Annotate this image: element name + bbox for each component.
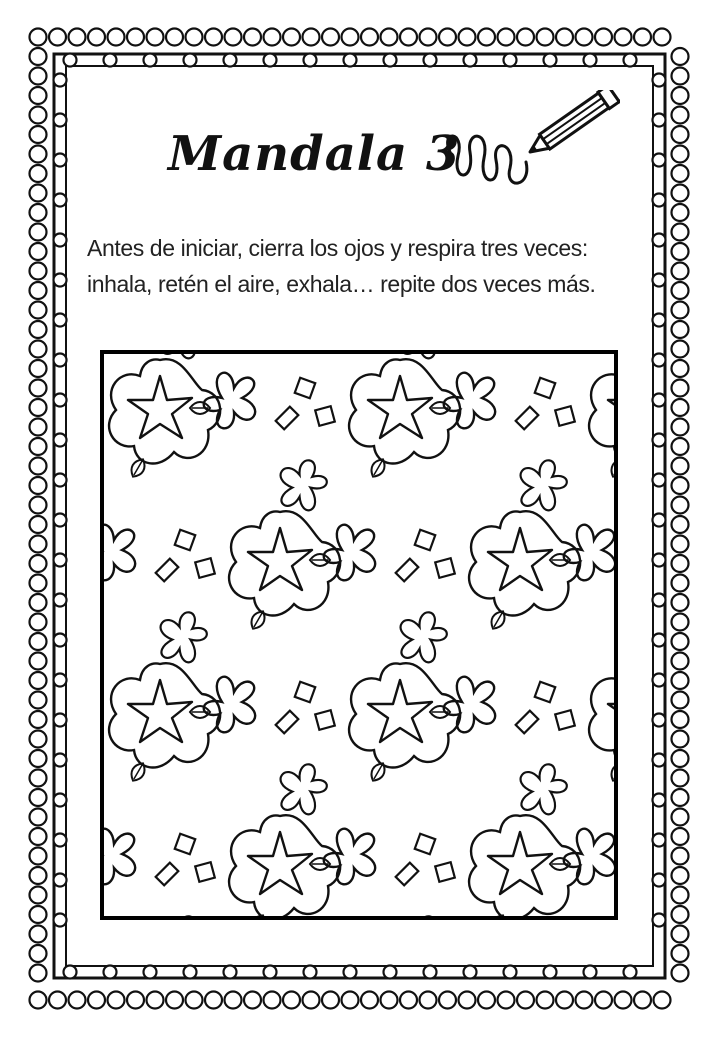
scribble-loops (448, 136, 527, 183)
pencil-icon (440, 90, 620, 200)
instructions-text: Antes de iniciar, cierra los ojos y respira tres veces: inhala, retén el aire, exhala… repite dos veces más. (87, 235, 596, 297)
mandala-pattern (100, 350, 618, 920)
worksheet-title: Mandala 3 (168, 126, 461, 182)
pencil-body (524, 90, 620, 160)
